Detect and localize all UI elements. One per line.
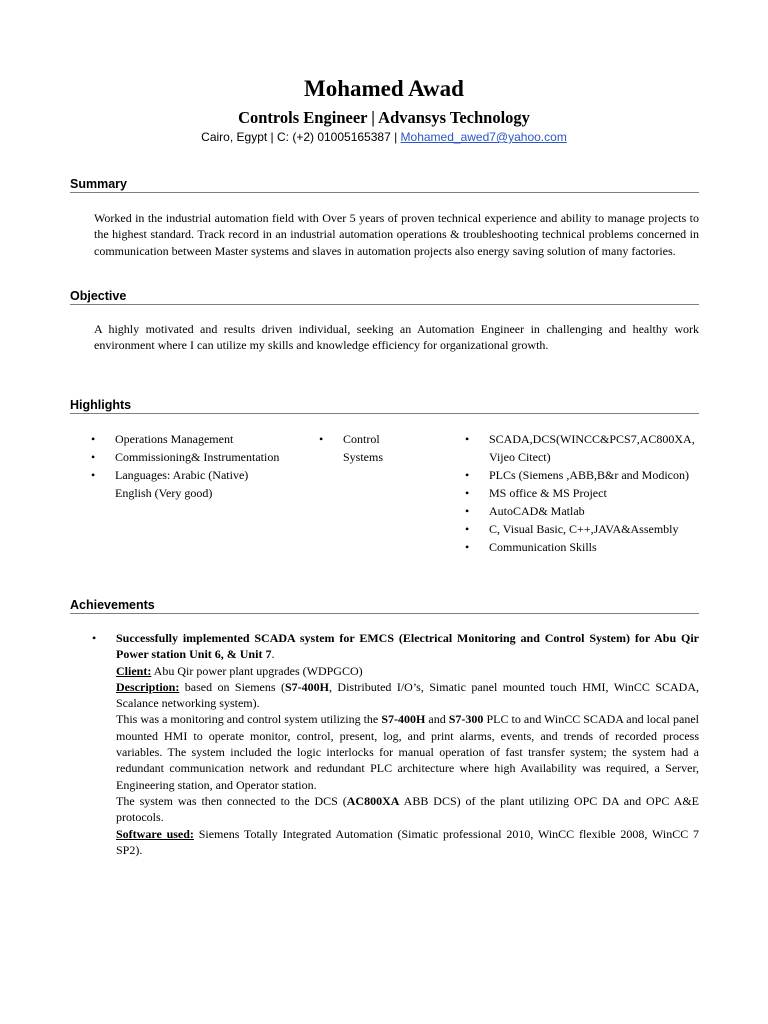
system-text-2: and: [425, 712, 449, 727]
job-title-line: [0, 108, 768, 128]
candidate-name: Mohamed Awad: [304, 76, 464, 101]
languages-extra: English (Very good): [115, 486, 213, 500]
dcs-text-2: ABB DCS) of the plant utilizing OPC DA and OPC A&E protocols.: [116, 793, 699, 825]
software-value: Siemens Totally Integrated Automation (Simatic professional 2010, WinCC flexible 2008, WinCC 7 SP2).: [116, 826, 700, 857]
company-name: Advansys Technology: [378, 108, 530, 127]
software-line: [116, 826, 699, 859]
dcs-paragraph: [116, 793, 699, 826]
system-plc-2: S7-300: [448, 712, 484, 727]
client-value: Abu Qir power plant upgrades (WDPGCO): [151, 663, 363, 678]
list-item: • AutoCAD& Matlab: [465, 502, 715, 520]
highlights-column-2: [319, 430, 409, 466]
list-item: • C, Visual Basic, C++,JAVA&Assembly: [465, 520, 715, 538]
bullet-icon: •: [92, 631, 97, 645]
achievement-item: [92, 630, 699, 858]
list-item: [91, 466, 311, 502]
summary-text: Worked in the industrial automation field with Over 5 years of proven technical experience and ability to manage projects to the highest standard. Track record in an industrial automation operations & troubleshooting technical problems concerned in communication between Master systems and slaves in automation projects also energy saving solution of many factories.: [94, 211, 699, 258]
list-item: • Operations Management: [91, 430, 311, 448]
description-label: Description:: [116, 679, 180, 694]
highlights-column-3: [465, 430, 715, 556]
list-item: • MS office & MS Project: [465, 484, 715, 502]
highlights-column-1: [91, 430, 311, 502]
objective-text: A highly motivated and results driven individual, seeking an Automation Engineer in challenging and healthy work environment where I can utilize my skills and knowledge efficiency for organizational growth.: [94, 322, 699, 353]
objective-heading: Objective: [70, 289, 699, 305]
dcs-name: AC800XA: [346, 793, 400, 808]
client-line: [116, 663, 699, 679]
languages-line: Languages: Arabic (Native): [115, 468, 249, 482]
achievement-title: [116, 630, 699, 663]
achievements-heading: Achievements: [70, 598, 699, 614]
list-item: • Control Systems: [319, 430, 409, 466]
dcs-text: The system was then connected to the DCS (: [116, 793, 347, 808]
description-text: based on Siemens (: [179, 679, 285, 694]
description-text-2: , Distributed I/O’s, Simatic panel mounted touch HMI, WinCC SCADA, Scalance networking system).: [116, 679, 700, 711]
achievement-title-text: Successfully implemented SCADA system for EMCS (Electrical Monitoring and Control System) for Abu Qir Power station Unit 6, & Unit 7: [116, 631, 699, 662]
system-plc-1: S7-400H: [381, 712, 426, 727]
achievement-title-end: .: [271, 647, 275, 662]
software-label: Software used:: [116, 826, 194, 841]
list-item: • SCADA,DCS(WINCC&PCS7,AC800XA, Vijeo Citect): [465, 430, 715, 466]
system-text: This was a monitoring and control system utilizing the: [116, 712, 382, 727]
highlights-heading: Highlights: [70, 398, 699, 414]
email-link[interactable]: Mohamed_awed7@yahoo.com: [400, 130, 567, 144]
role-separator: |: [367, 108, 379, 127]
job-role: Controls Engineer: [238, 108, 368, 127]
contact-details: Cairo, Egypt | C: (+2) 01005165387 |: [201, 130, 401, 144]
system-text-3: PLC to and WinCC SCADA and local panel mounted HMI to operate monitor, control, present, log, and print alarms, events, and trends of recorded process variables. The system included the logic interlocks for manual operation of fast transfer system; the system had a redundant communication network and redundant PLC architecture where high Availability was required, a Server, Engineering station, and Operator station.: [116, 712, 699, 792]
description-paragraph: [116, 679, 699, 712]
client-label: Client:: [116, 663, 152, 678]
list-item: • PLCs (Siemens ,ABB,B&r and Modicon): [465, 466, 715, 484]
system-paragraph: [116, 711, 699, 792]
summary-heading: Summary: [70, 177, 699, 193]
list-item: • Commissioning& Instrumentation: [91, 448, 311, 466]
contact-line: [0, 130, 768, 144]
description-plc: S7-400H: [284, 679, 329, 694]
list-item: • Communication Skills: [465, 538, 715, 556]
